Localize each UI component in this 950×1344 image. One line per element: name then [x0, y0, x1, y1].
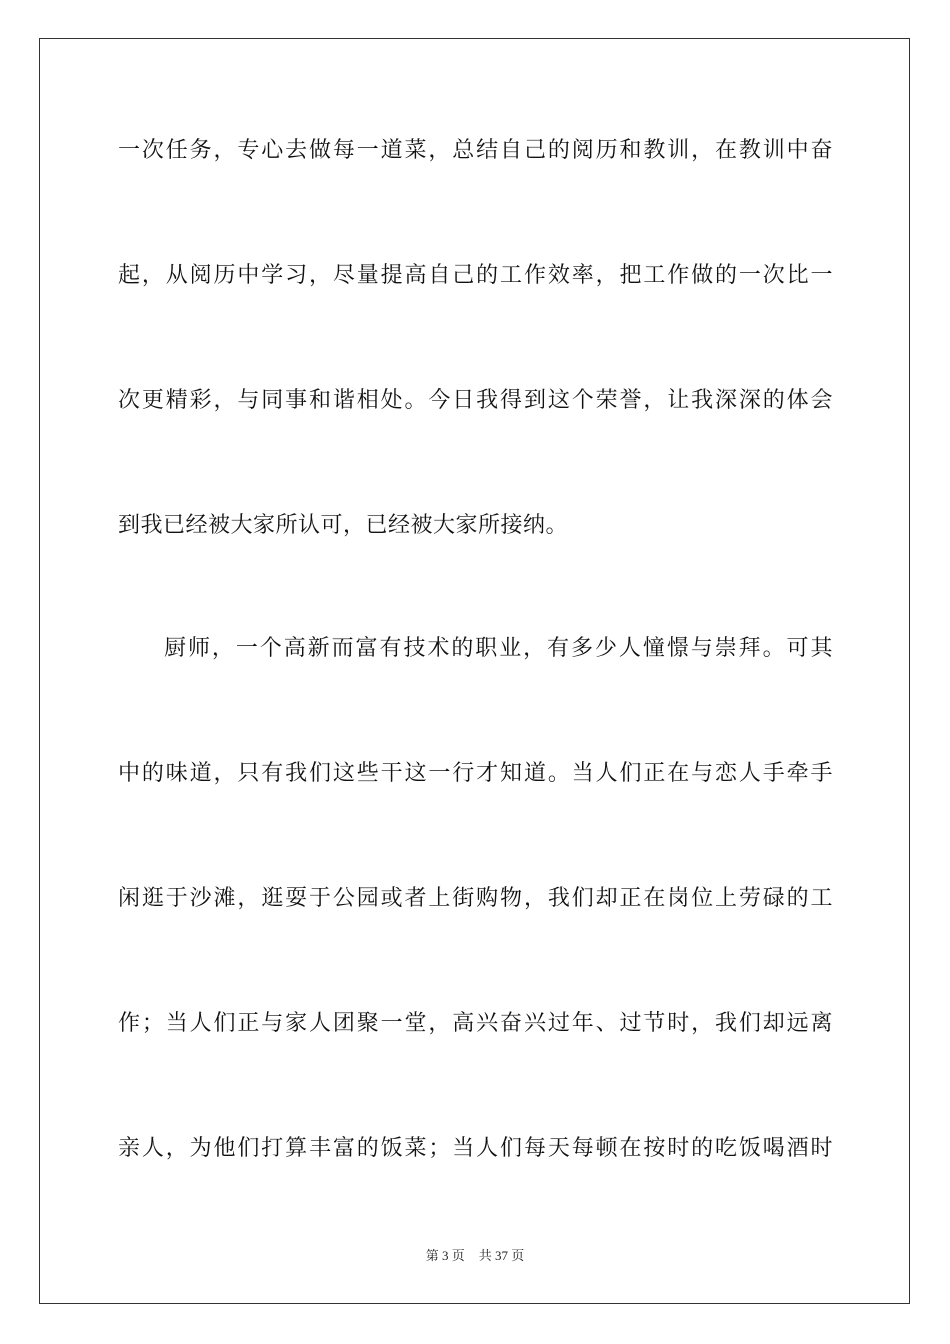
- body-line-2: 起，从阅历中学习，尽量提高自己的工作效率，把工作做的一次比一: [118, 263, 833, 288]
- page-total: 共 37 页: [478, 1248, 525, 1263]
- body-line-5-paragraph-start: 厨师，一个高新而富有技术的职业，有多少人憧憬与崇拜。可其: [164, 636, 833, 661]
- body-line-3: 次更精彩，与同事和谐相处。今日我得到这个荣誉，让我深深的体会: [118, 388, 833, 413]
- page-footer: [0, 1247, 950, 1265]
- body-line-8: 作；当人们正与家人团聚一堂，高兴奋兴过年、过节时，我们却远离: [118, 1011, 833, 1036]
- body-line-7: 闲逛于沙滩，逛耍于公园或者上街购物，我们却正在岗位上劳碌的工: [118, 886, 833, 911]
- page-border: [39, 38, 910, 1304]
- body-line-6: 中的味道，只有我们这些干这一行才知道。当人们正在与恋人手牵手: [118, 761, 833, 786]
- body-line-1: 一次任务，专心去做每一道菜，总结自己的阅历和教训，在教训中奋: [118, 138, 833, 163]
- body-line-4: 到我已经被大家所认可，已经被大家所接纳。: [118, 513, 569, 538]
- body-line-9: 亲人，为他们打算丰富的饭菜；当人们每天每顿在按时的吃饭喝酒时: [118, 1136, 833, 1161]
- page-number: 第 3 页: [425, 1248, 465, 1263]
